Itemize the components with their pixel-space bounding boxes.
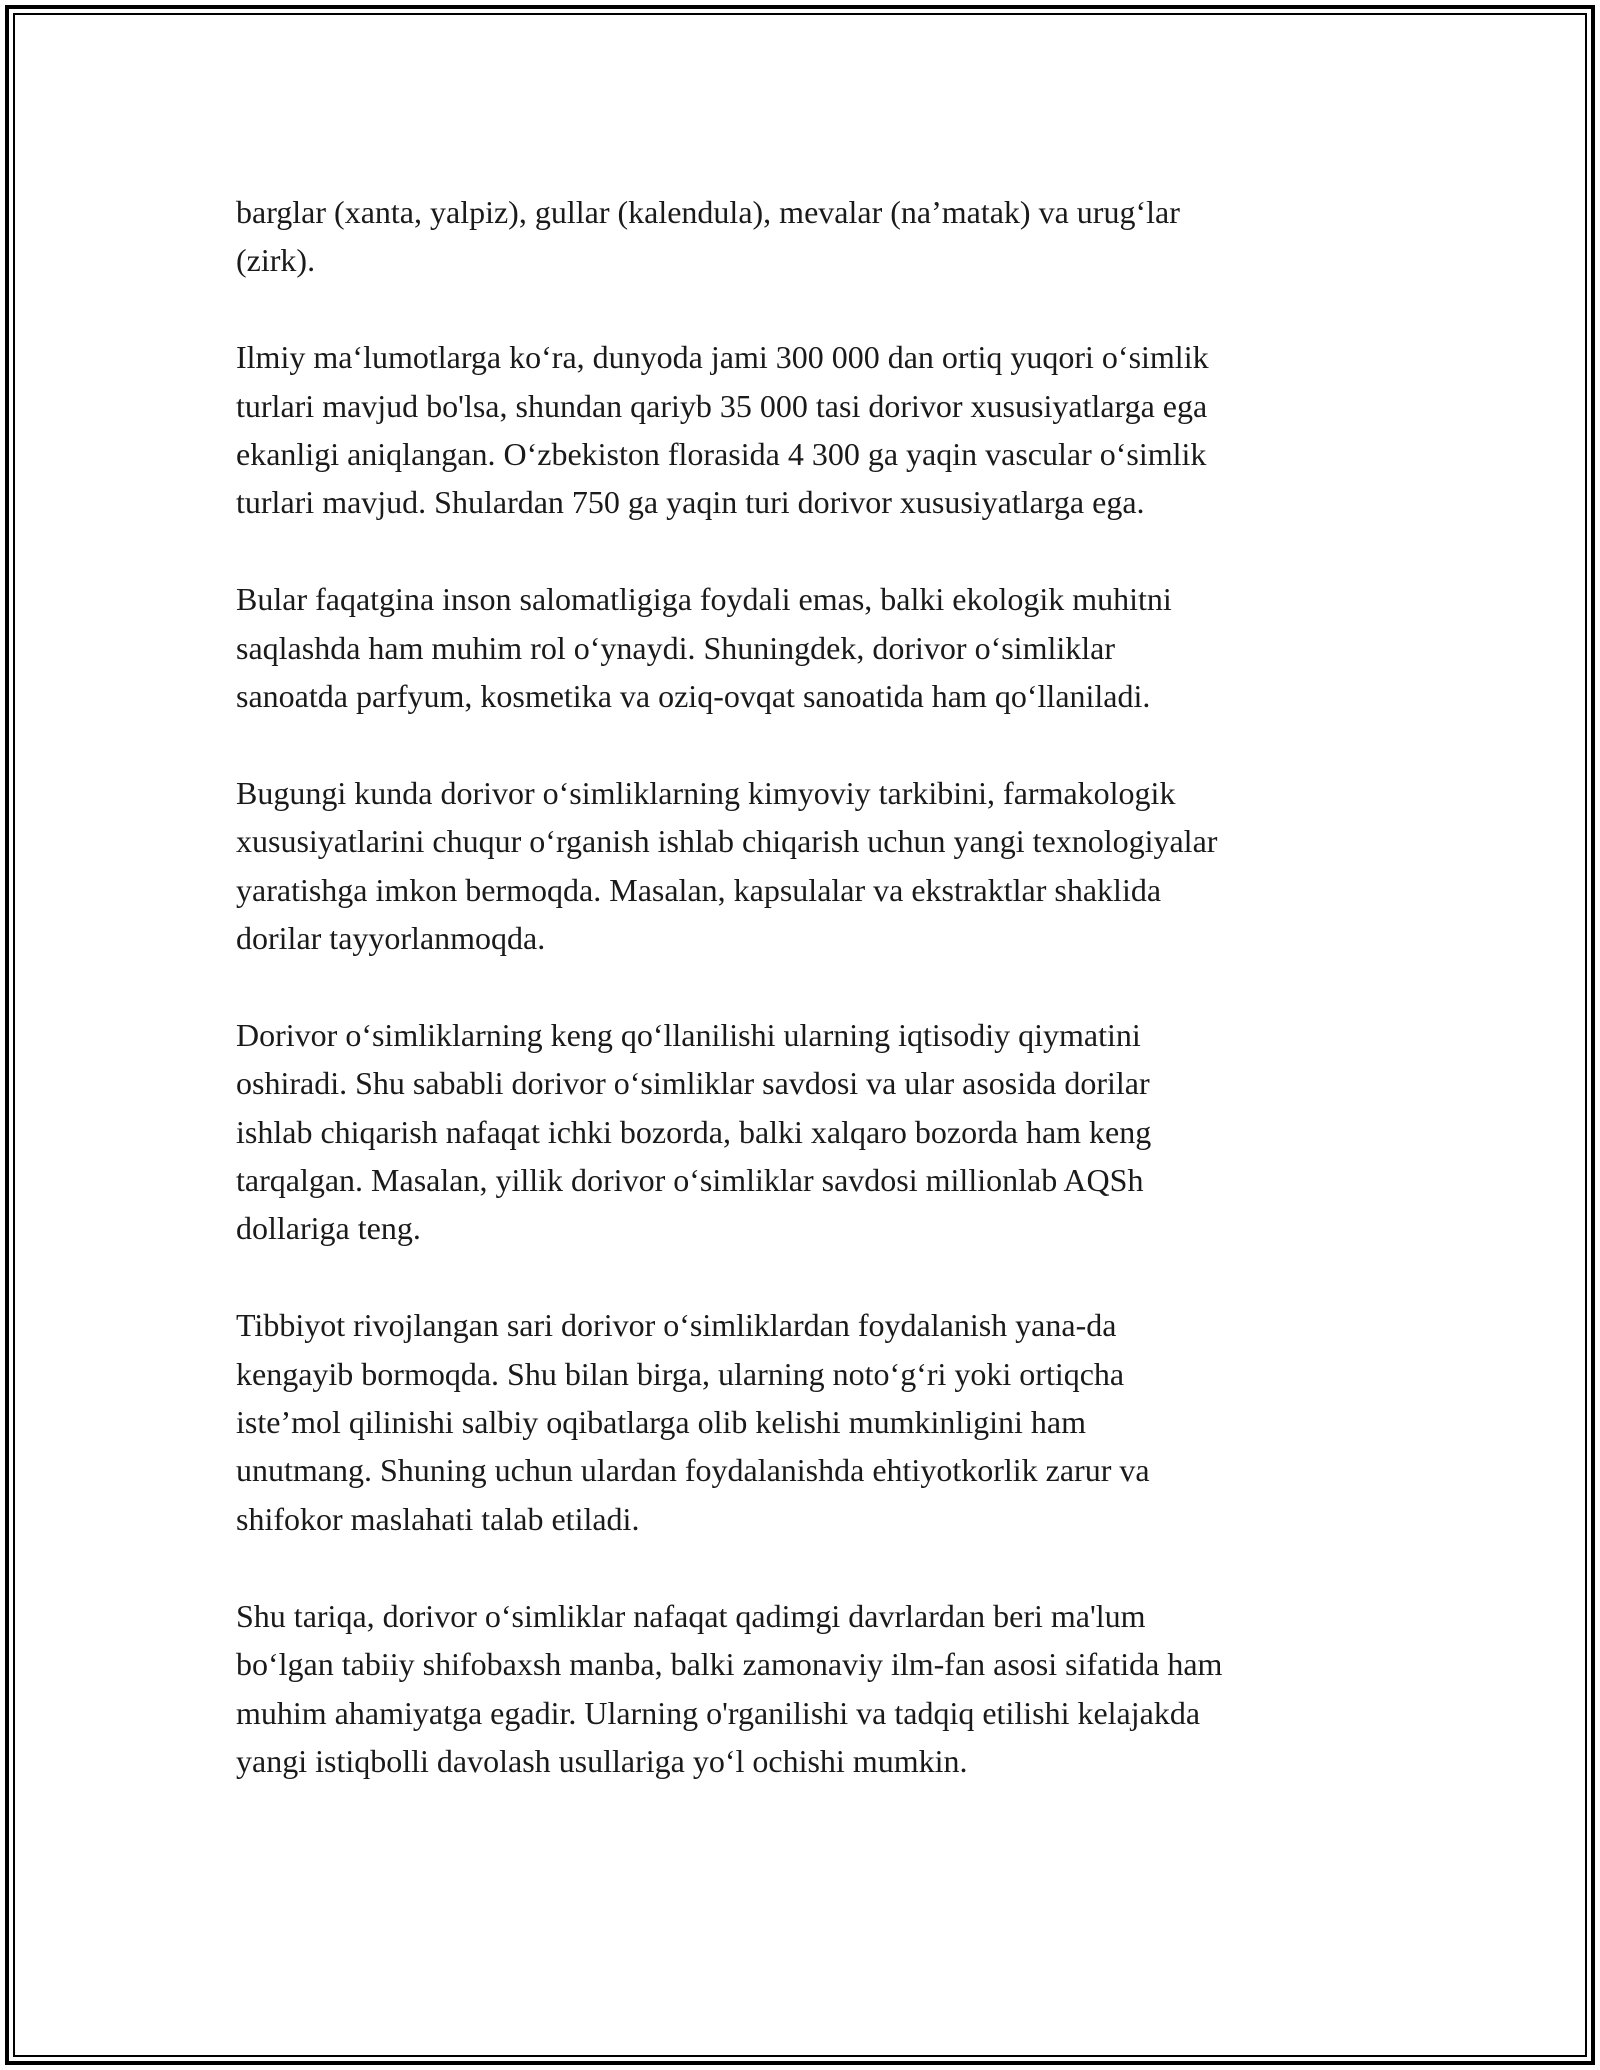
text-line: Shu tariqa, dorivor o‘simliklar nafaqat qadimgi davrlardan beri ma'lum (236, 1597, 1146, 1634)
text-line: ishlab chiqarish nafaqat ichki bozorda, balki xalqaro bozorda ham keng (236, 1113, 1152, 1150)
text-line: unutmang. Shuning uchun ulardan foydalanishda ehtiyotkorlik zarur va (236, 1452, 1150, 1489)
text-line: turlari mavjud bo'lsa, shundan qariyb 35 000 tasi dorivor xususiyatlarga ega (236, 387, 1208, 424)
paragraph (236, 333, 1376, 527)
paragraph (236, 188, 1376, 285)
text-line: Ilmiy ma‘lumotlarga ko‘ra, dunyoda jami 300 000 dan ortiq yuqori o‘simlik (236, 339, 1209, 376)
paragraph (236, 769, 1376, 963)
text-line: Bular faqatgina inson salomatligiga foydali emas, balki ekologik muhitni (236, 581, 1172, 618)
text-line: bo‘lgan tabiiy shifobaxsh manba, balki zamonaviy ilm-fan asosi sifatida ham (236, 1646, 1223, 1683)
text-line: turlari mavjud. Shulardan 750 ga yaqin turi dorivor xususiyatlarga ega. (236, 484, 1145, 521)
text-line: tarqalgan. Masalan, yillik dorivor o‘simliklar savdosi millionlab AQSh (236, 1162, 1144, 1199)
text-line: xususiyatlarini chuqur o‘rganish ishlab chiqarish uchun yangi texnologiyalar (236, 823, 1218, 860)
text-line: sanoatda parfyum, kosmetika va oziq-ovqat sanoatida ham qo‘llaniladi. (236, 678, 1151, 715)
text-line: yaratishga imkon bermoqda. Masalan, kapsulalar va ekstraktlar shaklida (236, 871, 1162, 908)
text-line: Bugungi kunda dorivor o‘simliklarning kimyoviy tarkibini, farmakologik (236, 774, 1176, 811)
text-line: dorilar tayyorlanmoqda. (236, 920, 546, 957)
text-line: ekanligi aniqlangan. O‘zbekiston florasida 4 300 ga yaqin vascular o‘simlik (236, 436, 1207, 473)
text-line: saqlashda ham muhim rol o‘ynaydi. Shuningdek, dorivor o‘simliklar (236, 629, 1115, 666)
paragraph (236, 1592, 1376, 1786)
text-line: (zirk). (236, 242, 316, 279)
text-line: iste’mol qilinishi salbiy oqibatlarga olib kelishi mumkinligini ham (236, 1404, 1087, 1441)
text-line: dollariga teng. (236, 1210, 421, 1247)
paragraph (236, 1011, 1376, 1253)
text-line: yangi istiqbolli davolash usullariga yo‘l ochishi mumkin. (236, 1742, 968, 1779)
paragraph (236, 575, 1376, 720)
paragraph (236, 1301, 1376, 1543)
text-line: Tibbiyot rivojlangan sari dorivor o‘simliklardan foydalanish yana-da (236, 1307, 1117, 1344)
document-body (236, 188, 1376, 1785)
text-line: kengayib bormoqda. Shu bilan birga, ularning noto‘g‘ri yoki ortiqcha (236, 1355, 1125, 1392)
text-line: shifokor maslahati talab etiladi. (236, 1500, 640, 1537)
text-line: barglar (xanta, yalpiz), gullar (kalendula), mevalar (na’matak) va urug‘lar (236, 194, 1180, 230)
text-line: Dorivor o‘simliklarning keng qo‘llanilishi ularning iqtisodiy qiymatini (236, 1016, 1141, 1053)
text-line: oshiradi. Shu sababli dorivor o‘simliklar savdosi va ular asosida dorilar (236, 1065, 1150, 1102)
text-line: muhim ahamiyatga egadir. Ularning o'rganilishi va tadqiq etilishi kelajakda (236, 1694, 1201, 1731)
